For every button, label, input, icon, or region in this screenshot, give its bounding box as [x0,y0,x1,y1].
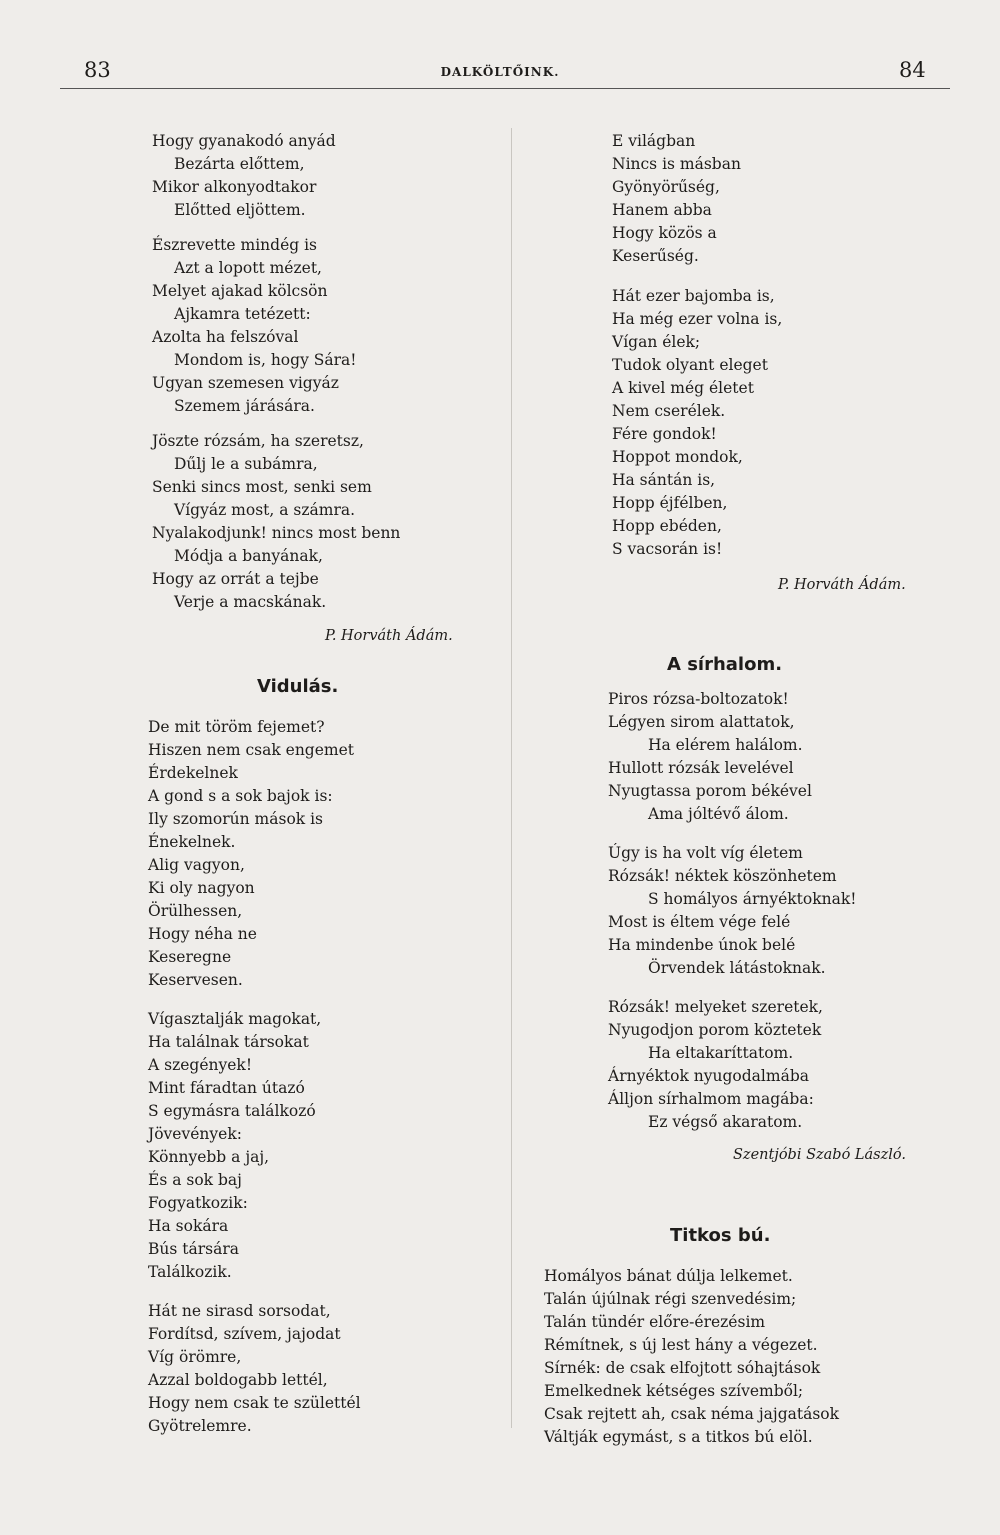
poem1-text [152,130,400,614]
verse-line: Melyet ajakad kölcsön [152,282,328,300]
verse-line: Hanem abba [612,201,712,219]
verse-line: Árnyéktok nyugodalmába [608,1067,809,1085]
verse-line: Hopp éjfélben, [612,494,728,512]
verse-line: Rózsák! néktek köszönhetem [608,867,837,885]
verse-line: Csak rejtett ah, csak néma jajgatások [544,1405,840,1423]
verse-line: Talán tündér előre-érezésim [544,1313,766,1331]
verse-line: Víg örömre, [148,1348,242,1366]
verse-line: Keservesen. [148,971,243,989]
verse-line: Nincs is másban [612,155,741,173]
verse-line: Ha eltakaríttatom. [648,1044,794,1062]
verse-line: Álljon sírhalmom magába: [608,1090,814,1108]
verse-line: Ajkamra tetézett: [174,305,311,323]
verse-line: Azolta ha felszóval [152,328,299,346]
verse-line: Könnyebb a jaj, [148,1148,270,1166]
verse-line: Örvendek látástoknak. [648,959,826,977]
verse-line: Ki oly nagyon [148,879,255,897]
verse-line: Hogy közös a [612,224,717,242]
verse-line: Most is éltem vége felé [608,913,791,931]
verse-line: Érdekelnek [148,764,238,782]
verse-line: Ha mindenbe únok belé [608,936,796,954]
verse-line: A kivel még életet [612,379,754,397]
page-header [0,58,1000,88]
verse-line: Mikor alkonyodtakor [152,178,317,196]
poem2-text [148,716,361,1438]
verse-line: Keseregne [148,948,232,966]
verse-line: Nyalakodjunk! nincs most benn [152,524,401,542]
verse-line: Előtted eljöttem. [174,201,306,219]
verse-line: Váltják egymást, s a titkos bú elöl. [544,1428,813,1446]
verse-line: Hogy néha ne [148,925,257,943]
verse-line: Piros rózsa-boltozatok! [608,690,789,708]
verse-line: Vígyáz most, a számra. [174,501,356,519]
verse-line: Jövevények: [148,1125,242,1143]
verse-line: Fogyatkozik: [148,1194,248,1212]
verse-line: Rózsák! melyeket szeretek, [608,998,823,1016]
verse-line: Hát ne sirasd sorsodat, [148,1302,331,1320]
header-rule [60,88,950,89]
verse-line: És a sok baj [148,1171,242,1189]
verse-line: Dűlj le a subámra, [174,455,318,473]
verse-line: Hiszen nem csak engemet [148,741,355,759]
poem2-signature: P. Horváth Ádám. [778,577,906,593]
poem4-title: Titkos bú. [670,1225,771,1246]
poem1-signature: P. Horváth Ádám. [325,628,453,644]
verse-line: Hogy nem csak te születtél [148,1394,361,1412]
poem2-title: Vidulás. [257,676,339,697]
verse-line: Azzal boldogabb lettél, [148,1371,328,1389]
poem3-title: A sírhalom. [667,654,783,675]
verse-line: Tudok olyant eleget [612,356,768,374]
verse-line: De mit töröm fejemet? [148,718,325,736]
verse-line: Rémítnek, s új lest hány a végezet. [544,1336,818,1354]
verse-line: Talán újúlnak régi szenvedésim; [544,1290,797,1308]
verse-line: Ama jóltévő álom. [648,805,789,823]
verse-line: Alig vagyon, [148,856,245,874]
verse-line: Örülhessen, [148,902,243,920]
poem4-text [544,1265,839,1449]
verse-line: Szemem járására. [174,397,315,415]
verse-line: Hát ezer bajomba is, [612,287,775,305]
verse-line: Ha még ezer volna is, [612,310,783,328]
verse-line: Légyen sirom alattatok, [608,713,795,731]
verse-line: Fordítsd, szívem, jajodat [148,1325,341,1343]
poem2-continued-text [612,130,782,561]
page-number-left: 83 [84,58,111,82]
verse-line: Nyugodjon porom köztetek [608,1021,822,1039]
verse-line: Nyugtassa porom békével [608,782,812,800]
page-number-right: 84 [899,58,926,82]
verse-line: Hullott rózsák levelével [608,759,794,777]
verse-line: S egymásra találkozó [148,1102,316,1120]
verse-line: Gyönyörűség, [612,178,720,196]
verse-line: Úgy is ha volt víg életem [608,844,803,862]
verse-line: Énekelnek. [148,833,236,851]
verse-line: Ha elérem halálom. [648,736,803,754]
verse-line: Hoppot mondok, [612,448,743,466]
poem3-signature: Szentjóbi Szabó László. [733,1147,906,1163]
verse-line: Találkozik. [148,1263,232,1281]
verse-line: Hogy gyanakodó anyád [152,132,336,150]
verse-line: Módja a banyának, [174,547,323,565]
verse-line: Vígasztalják magokat, [148,1010,322,1028]
verse-line: Ugyan szemesen vigyáz [152,374,339,392]
running-title: DALKÖLTŐINK. [440,65,560,79]
verse-line: Hopp ebéden, [612,517,722,535]
verse-line: Ez végső akaratom. [648,1113,803,1131]
verse-line: Senki sincs most, senki sem [152,478,372,496]
verse-line: A gond s a sok bajok is: [148,787,333,805]
verse-line: Ha sántán is, [612,471,716,489]
verse-line: Vígan élek; [612,333,701,351]
verse-line: Verje a macskának. [174,593,327,611]
poem3-text [608,688,856,1134]
verse-line: Ha találnak társokat [148,1033,309,1051]
verse-line: Homályos bánat dúlja lelkemet. [544,1267,793,1285]
verse-line: Mondom is, hogy Sára! [174,351,357,369]
verse-line: Bezárta előttem, [174,155,305,173]
column-divider [511,128,512,1428]
verse-line: Azt a lopott mézet, [174,259,322,277]
verse-line: S vacsorán is! [612,540,723,558]
verse-line: Sírnék: de csak elfojtott sóhajtások [544,1359,821,1377]
verse-line: Gyötrelemre. [148,1417,252,1435]
verse-line: Keserűség. [612,247,699,265]
verse-line: Észrevette mindég is [152,236,317,254]
verse-line: Mint fáradtan útazó [148,1079,305,1097]
verse-line: Bús társára [148,1240,239,1258]
verse-line: Nem cserélek. [612,402,726,420]
verse-line: S homályos árnyéktoknak! [648,890,857,908]
verse-line: Fére gondok! [612,425,717,443]
verse-line: Jöszte rózsám, ha szeretsz, [152,432,364,450]
verse-line: E világban [612,132,696,150]
verse-line: A szegények! [148,1056,253,1074]
verse-line: Emelkednek kétséges szívemből; [544,1382,804,1400]
verse-line: Hogy az orrát a tejbe [152,570,319,588]
verse-line: Ily szomorún mások is [148,810,324,828]
verse-line: Ha sokára [148,1217,229,1235]
